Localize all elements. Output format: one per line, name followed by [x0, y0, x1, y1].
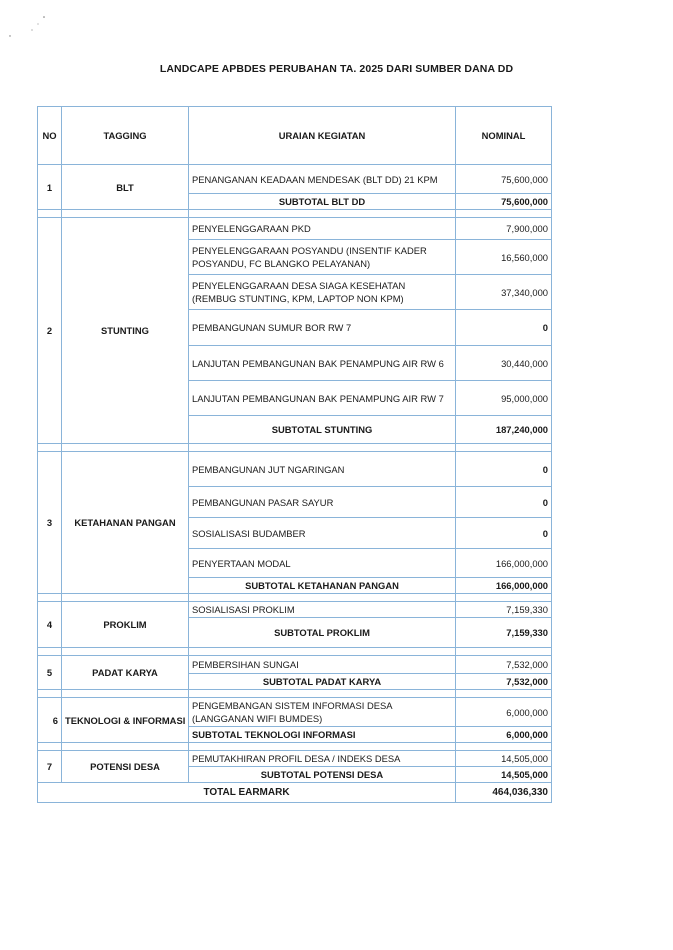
item-nominal: 37,340,000: [456, 275, 552, 310]
table-row: [38, 218, 552, 240]
item-uraian: PENGEMBANGAN SISTEM INFORMASI DESA (LANGGANAN WIFI BUMDES): [189, 698, 456, 727]
group-no: 7: [38, 751, 62, 783]
group-tag: BLT: [62, 165, 189, 210]
item-uraian: LANJUTAN PEMBANGUNAN BAK PENAMPUNG AIR RW 6: [189, 346, 456, 381]
table-row: [38, 165, 552, 194]
subtotal-value: 7,532,000: [456, 674, 552, 690]
item-nominal: 166,000,000: [456, 549, 552, 578]
item-nominal: 7,159,330: [456, 602, 552, 618]
spacer-row: [38, 594, 552, 602]
group-tag: KETAHANAN PANGAN: [62, 452, 189, 594]
total-row: [38, 783, 552, 803]
item-uraian: PENYERTAAN MODAL: [189, 549, 456, 578]
item-nominal: 0: [456, 452, 552, 487]
item-uraian: PEMBANGUNAN JUT NGARINGAN: [189, 452, 456, 487]
group-no: 5: [38, 656, 62, 690]
document-title: LANDCAPE APBDES PERUBAHAN TA. 2025 DARI SUMBER DANA DD: [159, 63, 514, 75]
item-uraian: PENYELENGGARAAN DESA SIAGA KESEHATAN (REMBUG STUNTING, KPM, LAPTOP NON KPM): [189, 275, 456, 310]
item-uraian: SOSIALISASI BUDAMBER: [189, 518, 456, 549]
group-no: 3: [38, 452, 62, 594]
header-uraian: URAIAN KEGIATAN: [189, 107, 456, 165]
subtotal-value: 14,505,000: [456, 767, 552, 783]
item-uraian: PEMBANGUNAN SUMUR BOR RW 7: [189, 310, 456, 346]
table-row: [38, 656, 552, 674]
item-uraian: PENYELENGGARAAN POSYANDU (INSENTIF KADER POSYANDU, FC BLANGKO PELAYANAN): [189, 240, 456, 275]
spacer-row: [38, 690, 552, 698]
group-no: 2: [38, 218, 62, 444]
item-nominal: 16,560,000: [456, 240, 552, 275]
item-uraian: PENYELENGGARAAN PKD: [189, 218, 456, 240]
header-no: NO: [38, 107, 62, 165]
subtotal-value: 75,600,000: [456, 194, 552, 210]
item-nominal: 0: [456, 310, 552, 346]
header-nominal: NOMINAL: [456, 107, 552, 165]
group-tag: PADAT KARYA: [62, 656, 189, 690]
header-tagging: TAGGING: [62, 107, 189, 165]
group-tag: STUNTING: [62, 218, 189, 444]
spacer-row: [38, 648, 552, 656]
subtotal-label: SUBTOTAL PROKLIM: [189, 618, 456, 648]
spacer-row: [38, 444, 552, 452]
item-nominal: 30,440,000: [456, 346, 552, 381]
group-no: 6: [38, 698, 62, 743]
item-nominal: 75,600,000: [456, 165, 552, 194]
subtotal-value: 7,159,330: [456, 618, 552, 648]
item-uraian: LANJUTAN PEMBANGUNAN BAK PENAMPUNG AIR RW 7: [189, 381, 456, 416]
item-nominal: 7,900,000: [456, 218, 552, 240]
item-uraian: PEMUTAKHIRAN PROFIL DESA / INDEKS DESA: [189, 751, 456, 767]
group-tag: PROKLIM: [62, 602, 189, 648]
subtotal-value: 6,000,000: [456, 727, 552, 743]
spacer-row: [38, 743, 552, 751]
scan-specks: [8, 14, 48, 44]
subtotal-label: SUBTOTAL BLT DD: [189, 194, 456, 210]
subtotal-label: SUBTOTAL KETAHANAN PANGAN: [189, 578, 456, 594]
table-row: [38, 751, 552, 767]
item-uraian: PENANGANAN KEADAAN MENDESAK (BLT DD) 21 KPM: [189, 165, 456, 194]
item-nominal: 0: [456, 487, 552, 518]
group-no: 4: [38, 602, 62, 648]
header-row: [38, 107, 552, 165]
subtotal-label: SUBTOTAL STUNTING: [189, 416, 456, 444]
item-nominal: 95,000,000: [456, 381, 552, 416]
item-uraian: PEMBERSIHAN SUNGAI: [189, 656, 456, 674]
total-value: 464,036,330: [456, 783, 552, 803]
subtotal-label: SUBTOTAL PADAT KARYA: [189, 674, 456, 690]
item-uraian: PEMBANGUNAN PASAR SAYUR: [189, 487, 456, 518]
table-row: [38, 698, 552, 727]
item-nominal: 7,532,000: [456, 656, 552, 674]
group-no: 1: [38, 165, 62, 210]
apbdes-table: [37, 106, 552, 803]
subtotal-value: 187,240,000: [456, 416, 552, 444]
item-uraian: SOSIALISASI PROKLIM: [189, 602, 456, 618]
table-row: [38, 452, 552, 487]
item-nominal: 0: [456, 518, 552, 549]
subtotal-label: SUBTOTAL TEKNOLOGI INFORMASI: [189, 727, 456, 743]
item-nominal: 14,505,000: [456, 751, 552, 767]
item-nominal: 6,000,000: [456, 698, 552, 727]
subtotal-label: SUBTOTAL POTENSI DESA: [189, 767, 456, 783]
spacer-row: [38, 210, 552, 218]
group-tag: POTENSI DESA: [62, 751, 189, 783]
total-label: TOTAL EARMARK: [38, 783, 456, 803]
subtotal-value: 166,000,000: [456, 578, 552, 594]
table-row: [38, 602, 552, 618]
group-tag: TEKNOLOGI & INFORMASI: [62, 698, 189, 743]
